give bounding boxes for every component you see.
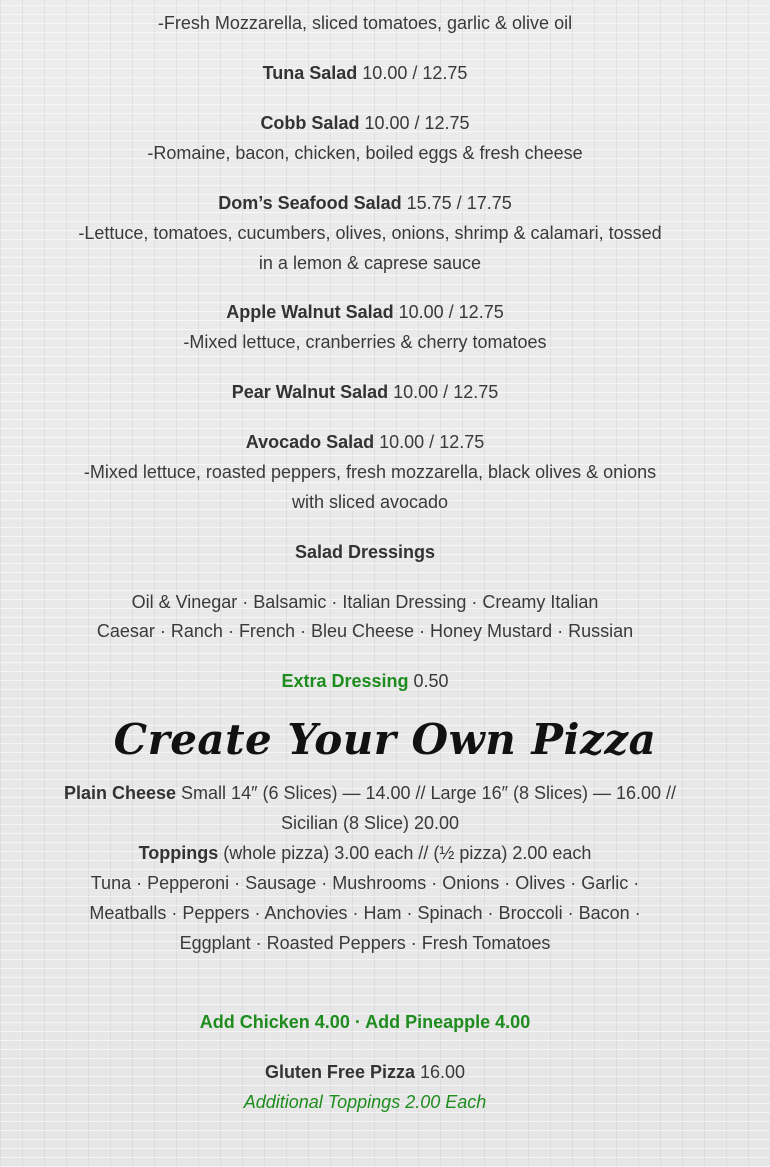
toppings-list: Tuna · Pepperoni · Sausage · Mushrooms · Onions · Olives · Garlic · Meatballs · Peppers · Anchovies · Ham · Spinach · Broccoli · Bacon · Eggplant · Roasted Peppers · Fresh Tomatoes <box>89 873 641 953</box>
item-price: 10.00 / 12.75 <box>362 63 468 83</box>
item-sizes: Small 14″ (6 Slices) — 14.00 // Large 16″ (8 Slices) — 16.00 // Sicilian (8 Slice) 20.00 <box>181 783 677 833</box>
menu-item-tuna-salad <box>60 58 670 88</box>
section-heading-create-your-own-pizza: Create Your Own Pizza <box>113 715 657 764</box>
menu-item-plain-cheese <box>60 778 680 838</box>
pizza-addons: Add Chicken 4.00 · Add Pineapple 4.00 <box>199 1012 531 1032</box>
menu-item-gluten-free-pizza <box>60 1057 670 1087</box>
item-name: Pear Walnut Salad <box>231 382 389 402</box>
section-title-salad-dressings: Salad Dressings <box>294 542 436 562</box>
item-name: Plain Cheese <box>63 783 177 803</box>
menu-item-cobb-salad <box>60 108 670 138</box>
item-price: (whole pizza) 3.00 each // (½ pizza) 2.00 each <box>223 843 592 863</box>
item-description: -Lettuce, tomatoes, cucumbers, olives, onions, shrimp & calamari, tossed in a lemon & caprese sauce <box>78 223 662 273</box>
item-name: Toppings <box>138 843 219 863</box>
item-description: -Mixed lettuce, roasted peppers, fresh mozzarella, black olives & onions with sliced avocado <box>83 462 657 512</box>
item-price: 10.00 / 12.75 <box>398 302 504 322</box>
item-name: Extra Dressing <box>281 671 409 691</box>
menu-item-extra-dressing <box>60 666 670 696</box>
menu-item-pear-walnut-salad <box>60 377 670 407</box>
item-name: Gluten Free Pizza <box>264 1062 415 1082</box>
item-price: 10.00 / 12.75 <box>379 432 485 452</box>
dressings-list-line-1: Oil & Vinegar · Balsamic · Italian Dressing · Creamy Italian <box>131 592 599 612</box>
item-name: Dom’s Seafood Salad <box>218 193 402 213</box>
dressings-list-line-2: Caesar · Ranch · French · Bleu Cheese · Honey Mustard · Russian <box>96 621 634 641</box>
menu-item-apple-walnut-salad <box>60 297 670 327</box>
menu-item-toppings <box>60 838 670 868</box>
item-description: -Mixed lettuce, cranberries & cherry tomatoes <box>183 332 547 352</box>
item-price: 0.50 <box>413 671 449 691</box>
item-price: 10.00 / 12.75 <box>393 382 499 402</box>
menu-item-avocado-salad <box>60 427 670 457</box>
item-price: 10.00 / 12.75 <box>364 113 470 133</box>
gluten-free-note: Additional Toppings 2.00 Each <box>243 1092 487 1112</box>
item-name: Tuna Salad <box>262 63 358 83</box>
item-price: 15.75 / 17.75 <box>406 193 512 213</box>
item-price: 16.00 <box>420 1062 466 1082</box>
caprese-salad-description: -Fresh Mozzarella, sliced tomatoes, garlic & olive oil <box>157 13 573 33</box>
item-name: Cobb Salad <box>260 113 360 133</box>
item-name: Avocado Salad <box>245 432 375 452</box>
item-description: -Romaine, bacon, chicken, boiled eggs & fresh cheese <box>147 143 583 163</box>
menu-item-doms-seafood-salad <box>60 188 670 218</box>
item-name: Apple Walnut Salad <box>226 302 394 322</box>
